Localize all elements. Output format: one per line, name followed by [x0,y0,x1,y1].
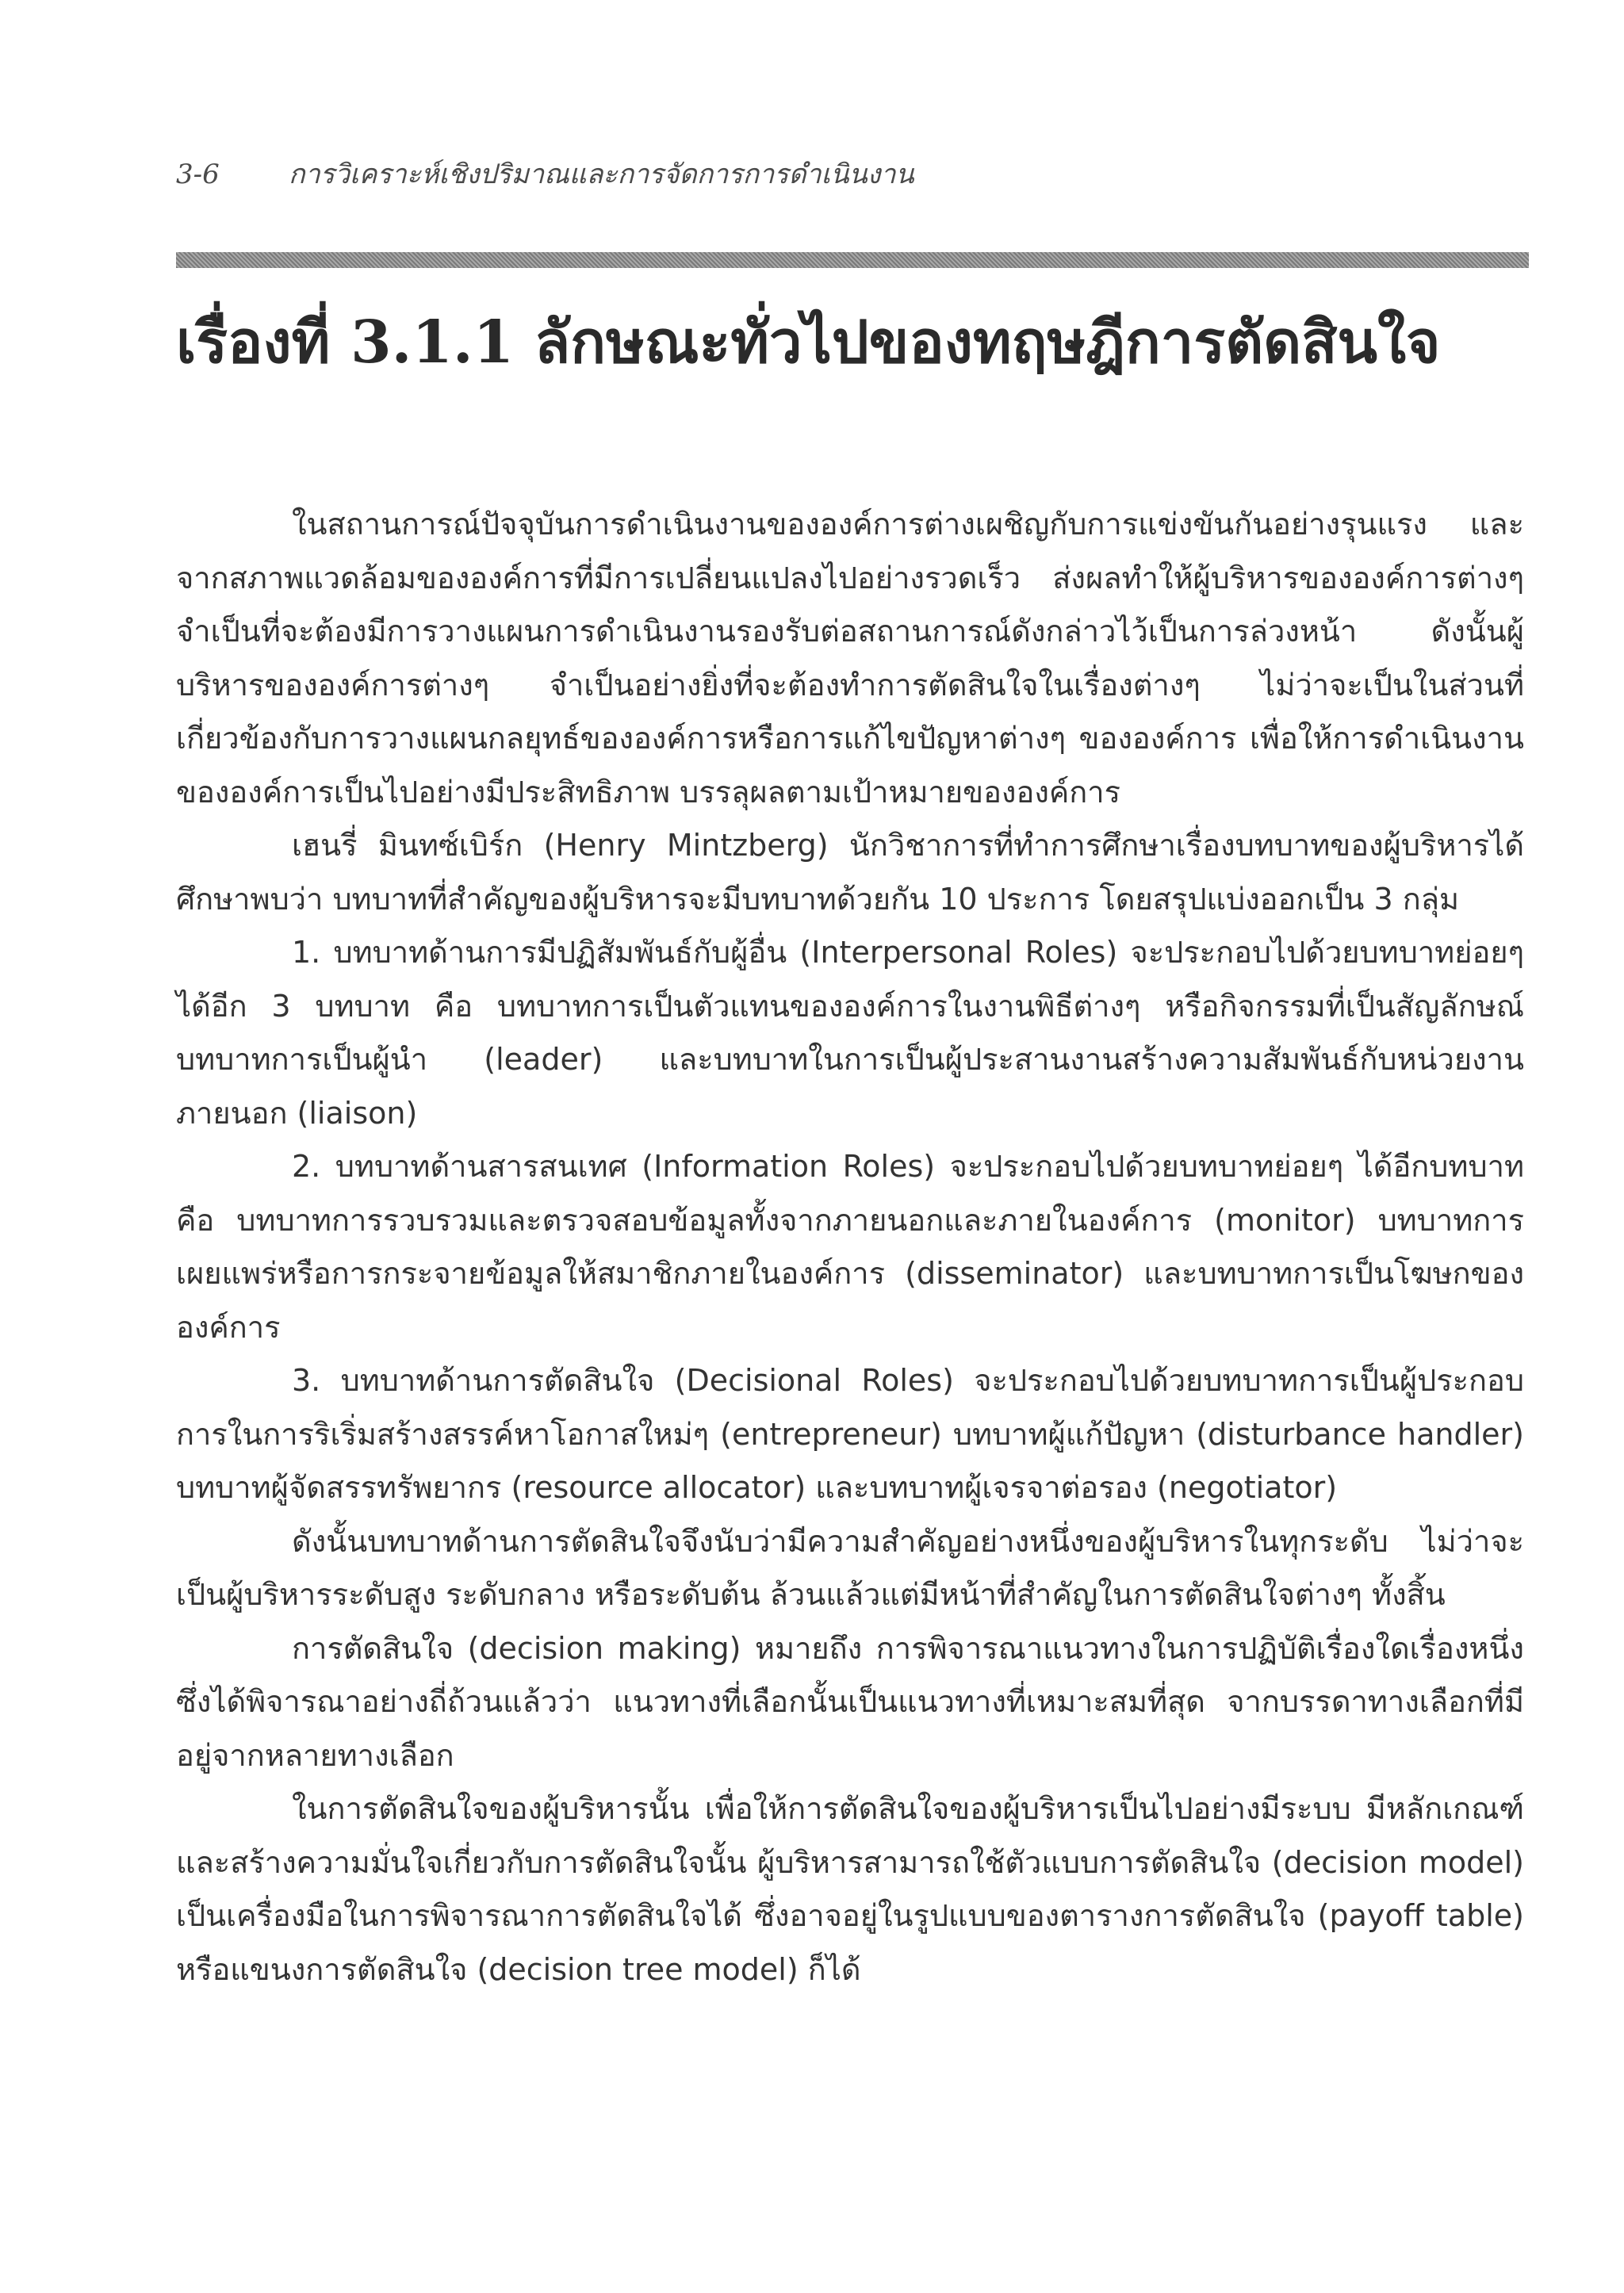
paragraph: ในการตัดสินใจของผู้บริหารนั้น เพื่อให้การตัดสินใจของผู้บริหารเป็นไปอย่างมีระบบ มีหลักเกณฑ์และสร้างความมั่นใจเกี่ยวกับการตัดสินใจนั้น ผู้บริหารสามารถใช้ตัวแบบการตัดสินใจ (decision model) เป็นเครื่องมือในการพิจารณาการตัดสินใจได้ ซึ่งอาจอยู่ในรูปแบบของตารางการตัดสินใจ (payoff table) หรือแขนงการตัดสินใจ (decision tree model) ก็ได้ [176,1791,1524,1987]
paragraph: 3. บทบาทด้านการตัดสินใจ (Decisional Roles) จะประกอบไปด้วยบทบาทการเป็นผู้ประกอบการในการริเริ่มสร้างสรรค์หาโอกาสใหม่ๆ (entrepreneur) บทบาทผู้แก้ปัญหา (disturbance handler) บทบาทผู้จัดสรรทรัพยากร (resource allocator) และบทบาทผู้เจรจาต่อรอง (negotiator) [176,1363,1524,1505]
paragraph: 2. บทบาทด้านสารสนเทศ (Information Roles) จะประกอบไปด้วยบทบาทย่อยๆ ได้อีกบทบาทคือ บทบาทการรวบรวมและตรวจสอบข้อมูลทั้งจากภายนอกและภายในองค์การ (monitor) บทบาทการเผยแพร่หรือการกระจายข้อมูลให้สมาชิกภายในองค์การ (disseminator) และบทบาทการเป็นโฆษกขององค์การ [176,1149,1524,1345]
running-title: การวิเคราะห์เชิงปริมาณและการจัดการการดำเนินงาน [289,159,914,190]
header-rule [176,252,1529,268]
page-number: 3-6 [176,159,220,190]
paragraph: ดังนั้นบทบาทด้านการตัดสินใจจึงนับว่ามีความสำคัญอย่างหนึ่งของผู้บริหารในทุกระดับ ไม่ว่าจะเป็นผู้บริหารระดับสูง ระดับกลาง หรือระดับต้น ล้วนแล้วแต่มีหน้าที่สำคัญในการตัดสินใจต่างๆ ทั้งสิ้น [176,1523,1524,1612]
paragraph: การตัดสินใจ (decision making) หมายถึง การพิจารณาแนวทางในการปฏิบัติเรื่องใดเรื่องหนึ่ง ซึ่งได้พิจารณาอย่างถี่ถ้วนแล้วว่า แนวทางที่เลือกนั้นเป็นแนวทางที่เหมาะสมที่สุด จากบรรดาทางเลือกที่มีอยู่จากหลายทางเลือก [176,1630,1524,1773]
paragraph: ในสถานการณ์ปัจจุบันการดำเนินงานขององค์การต่างเผชิญกับการแข่งขันกันอย่างรุนแรง และจากสภาพแวดล้อมขององค์การที่มีการเปลี่ยนแปลงไปอย่างรวดเร็ว ส่งผลทำให้ผู้บริหารขององค์การต่างๆ จำเป็นที่จะต้องมีการวางแผนการดำเนินงานรองรับต่อสถานการณ์ดังกล่าวไว้เป็นการล่วงหน้า ดังนั้นผู้บริหารขององค์การต่างๆ จำเป็นอย่างยิ่งที่จะต้องทำการตัดสินใจในเรื่องต่างๆ ไม่ว่าจะเป็นในส่วนที่เกี่ยวข้องกับการวางแผนกลยุทธ์ขององค์การหรือการแก้ไขปัญหาต่างๆ ขององค์การ เพื่อให้การดำเนินงานขององค์การเป็นไปอย่างมีประสิทธิภาพ บรรลุผลตามเป้าหมายขององค์การ [176,507,1524,810]
body-text [176,498,1524,1996]
section-title: เรื่องที่ 3.1.1 ลักษณะทั่วไปของทฤษฎีการตัดสินใจ [176,308,1441,377]
paragraph: 1. บทบาทด้านการมีปฏิสัมพันธ์กับผู้อื่น (Interpersonal Roles) จะประกอบไปด้วยบทบาทย่อยๆ ได้อีก 3 บทบาท คือ บทบาทการเป็นตัวแทนขององค์การในงานพิธีต่างๆ หรือกิจกรรมที่เป็นสัญลักษณ์ บทบาทการเป็นผู้นำ (leader) และบทบาทในการเป็นผู้ประสานงานสร้างความสัมพันธ์กับหน่วยงานภายนอก (liaison) [176,935,1524,1131]
paragraph: เฮนรี่ มินทซ์เบิร์ก (Henry Mintzberg) นักวิชาการที่ทำการศึกษาเรื่องบทบาทของผู้บริหารได้ศึกษาพบว่า บทบาทที่สำคัญของผู้บริหารจะมีบทบาทด้วยกัน 10 ประการ โดยสรุปแบ่งออกเป็น 3 กลุ่ม [176,828,1524,917]
running-header [176,152,914,195]
